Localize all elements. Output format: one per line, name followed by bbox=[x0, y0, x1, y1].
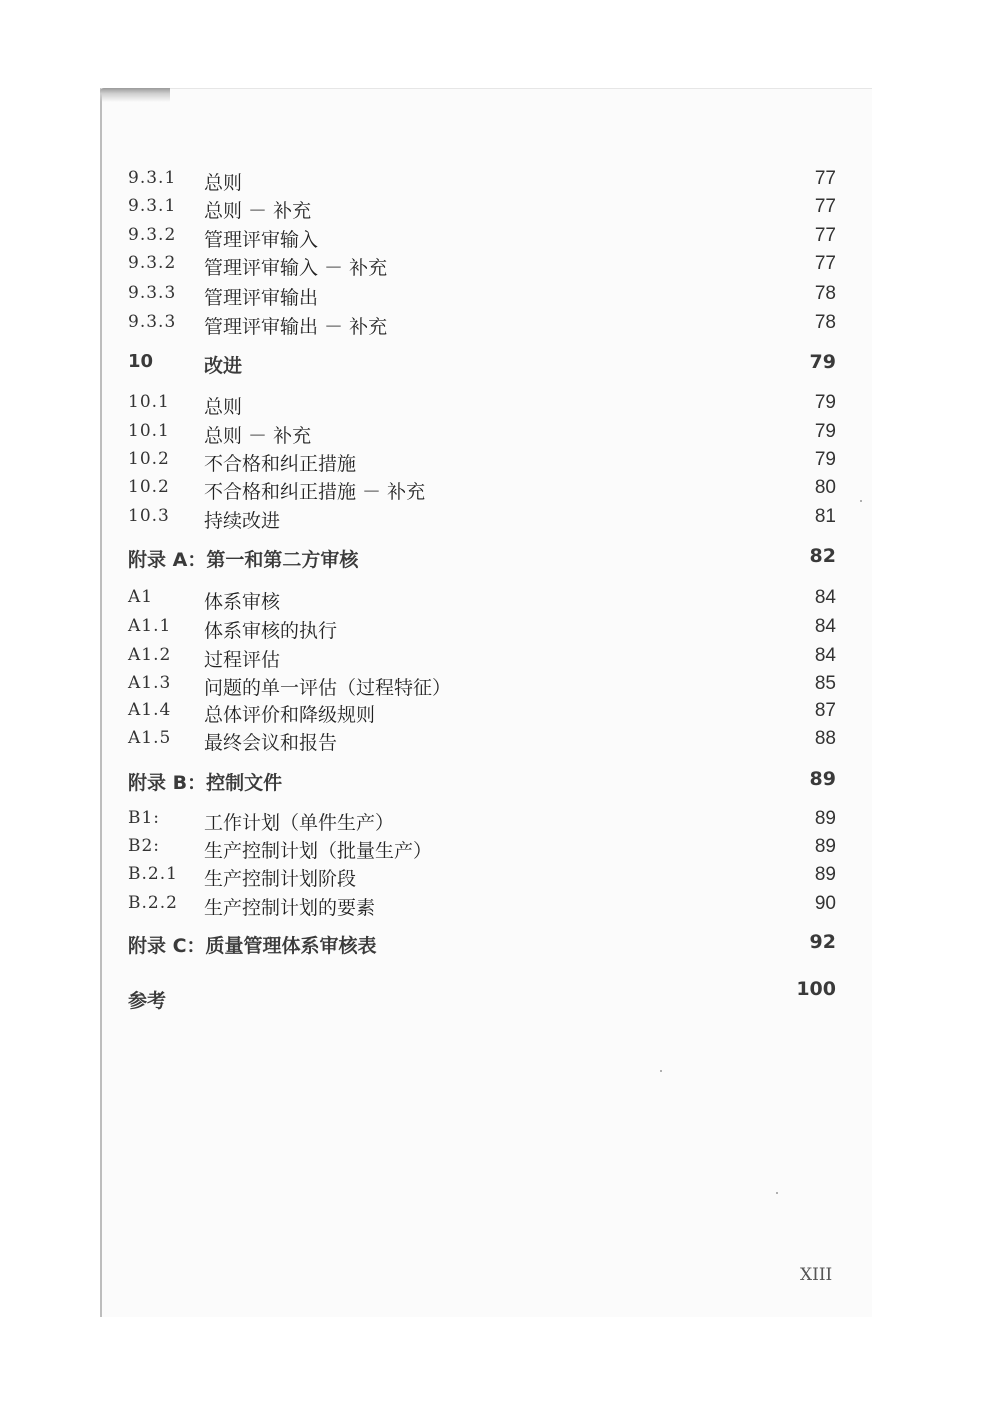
toc-entry bbox=[128, 893, 836, 921]
toc-title: 总则 － 补充 bbox=[204, 200, 312, 222]
toc-page: 80 bbox=[814, 477, 836, 498]
toc-title: 管理评审输入 bbox=[204, 229, 319, 251]
toc-title: 工作计划（单件生产） bbox=[204, 812, 395, 834]
scan-speck bbox=[660, 1070, 662, 1072]
toc-entry bbox=[128, 864, 836, 892]
toc-page: 77 bbox=[814, 196, 836, 217]
toc-entry bbox=[128, 312, 836, 340]
toc-entry bbox=[128, 506, 836, 534]
toc-number: 9.3.1 bbox=[128, 196, 177, 216]
toc-page: 88 bbox=[814, 728, 836, 749]
toc-number: B2: bbox=[128, 836, 161, 856]
toc-page: 79 bbox=[809, 351, 836, 373]
toc-number: B.2.1 bbox=[128, 864, 178, 884]
toc-chapter-entry bbox=[128, 351, 836, 379]
toc-entry bbox=[128, 225, 836, 253]
toc-appendix-entry bbox=[128, 545, 836, 573]
scan-speck bbox=[860, 500, 862, 502]
toc-title: 总则 － 补充 bbox=[204, 425, 312, 447]
toc-entry bbox=[128, 196, 836, 224]
toc-entry bbox=[128, 421, 836, 449]
toc-number: A1 bbox=[128, 587, 154, 607]
toc-number: 9.3.2 bbox=[128, 253, 177, 273]
toc-page: 85 bbox=[814, 673, 836, 694]
toc-title: 体系审核的执行 bbox=[204, 620, 338, 642]
toc-title: 过程评估 bbox=[204, 649, 281, 671]
toc-number: A1.1 bbox=[128, 616, 172, 636]
page-folio: XIII bbox=[800, 1265, 833, 1285]
scan-speck bbox=[776, 1192, 778, 1194]
toc-page: 92 bbox=[809, 931, 836, 953]
toc-entry bbox=[128, 673, 836, 701]
toc-number: 10.1 bbox=[128, 392, 170, 412]
toc-title: 参考 bbox=[128, 990, 167, 1012]
toc-page: 89 bbox=[809, 768, 836, 790]
toc-title: 最终会议和报告 bbox=[204, 732, 338, 754]
toc-page: 79 bbox=[814, 449, 836, 470]
toc-title: 管理评审输入 － 补充 bbox=[204, 257, 388, 279]
toc-title: 附录 A：第一和第二方审核 bbox=[128, 549, 359, 571]
toc-entry bbox=[128, 587, 836, 615]
toc-number: 9.3.3 bbox=[128, 312, 177, 332]
toc-page: 79 bbox=[814, 392, 836, 413]
toc-page: 84 bbox=[814, 587, 836, 608]
toc-page: 78 bbox=[814, 283, 836, 304]
toc-number: B1: bbox=[128, 808, 161, 828]
toc-entry bbox=[128, 728, 836, 756]
toc-entry bbox=[128, 616, 836, 644]
toc-page: 90 bbox=[814, 893, 836, 914]
toc-number: 10.3 bbox=[128, 506, 170, 526]
toc-number: A1.5 bbox=[128, 728, 172, 748]
toc-number: 10 bbox=[128, 351, 154, 372]
toc-entry bbox=[128, 392, 836, 420]
toc-title: 不合格和纠正措施 bbox=[204, 453, 357, 475]
toc-title: 管理评审输出 bbox=[204, 287, 319, 309]
toc-entry bbox=[128, 700, 836, 728]
toc-entry bbox=[128, 168, 836, 196]
toc-title: 附录 B：控制文件 bbox=[128, 772, 283, 794]
toc-title: 总则 bbox=[204, 172, 243, 194]
toc-page: 89 bbox=[814, 808, 836, 829]
toc-number: 10.2 bbox=[128, 449, 170, 469]
toc-number: B.2.2 bbox=[128, 893, 178, 913]
toc-page: 82 bbox=[809, 545, 836, 567]
toc-number: A1.2 bbox=[128, 645, 172, 665]
toc-page: 84 bbox=[814, 616, 836, 637]
toc-page: 87 bbox=[814, 700, 836, 721]
toc-page: 77 bbox=[814, 253, 836, 274]
toc-title: 改进 bbox=[204, 355, 243, 377]
toc-number: 9.3.2 bbox=[128, 225, 177, 245]
toc-entry bbox=[128, 253, 836, 281]
toc-title: 不合格和纠正措施 － 补充 bbox=[204, 481, 426, 503]
toc-number: A1.3 bbox=[128, 673, 172, 693]
toc-entry bbox=[128, 477, 836, 505]
toc-entry bbox=[128, 808, 836, 836]
toc-number: 9.3.1 bbox=[128, 168, 177, 188]
toc-page: 78 bbox=[814, 312, 836, 333]
toc-appendix-entry bbox=[128, 931, 836, 959]
toc-entry bbox=[128, 645, 836, 673]
toc-number: 10.2 bbox=[128, 477, 170, 497]
toc-title: 总体评价和降级规则 bbox=[204, 704, 376, 726]
toc-entry bbox=[128, 283, 836, 311]
toc-page: 84 bbox=[814, 645, 836, 666]
toc-page: 77 bbox=[814, 168, 836, 189]
toc-entry bbox=[128, 449, 836, 477]
toc-number: 9.3.3 bbox=[128, 283, 177, 303]
toc-page: 79 bbox=[814, 421, 836, 442]
toc-entry bbox=[128, 836, 836, 864]
toc-number: A1.4 bbox=[128, 700, 172, 720]
toc-title: 持续改进 bbox=[204, 510, 281, 532]
toc-page: 89 bbox=[814, 836, 836, 857]
toc-title: 生产控制计划阶段 bbox=[204, 868, 357, 890]
toc-title: 附录 C：质量管理体系审核表 bbox=[128, 935, 377, 957]
toc-number: 10.1 bbox=[128, 421, 170, 441]
toc-page: 81 bbox=[814, 506, 836, 527]
toc-title: 总则 bbox=[204, 396, 243, 418]
toc-page: 100 bbox=[796, 978, 836, 1000]
toc-title: 体系审核 bbox=[204, 591, 281, 613]
page-corner-shadow bbox=[100, 88, 170, 102]
toc-page: 77 bbox=[814, 225, 836, 246]
toc-title: 生产控制计划（批量生产） bbox=[204, 840, 433, 862]
toc-appendix-entry bbox=[128, 768, 836, 796]
toc-title: 问题的单一评估（过程特征） bbox=[204, 677, 452, 699]
toc-title: 生产控制计划的要素 bbox=[204, 897, 376, 919]
toc-references-entry bbox=[128, 978, 836, 1012]
toc-page: 89 bbox=[814, 864, 836, 885]
toc-title: 管理评审输出 － 补充 bbox=[204, 316, 388, 338]
